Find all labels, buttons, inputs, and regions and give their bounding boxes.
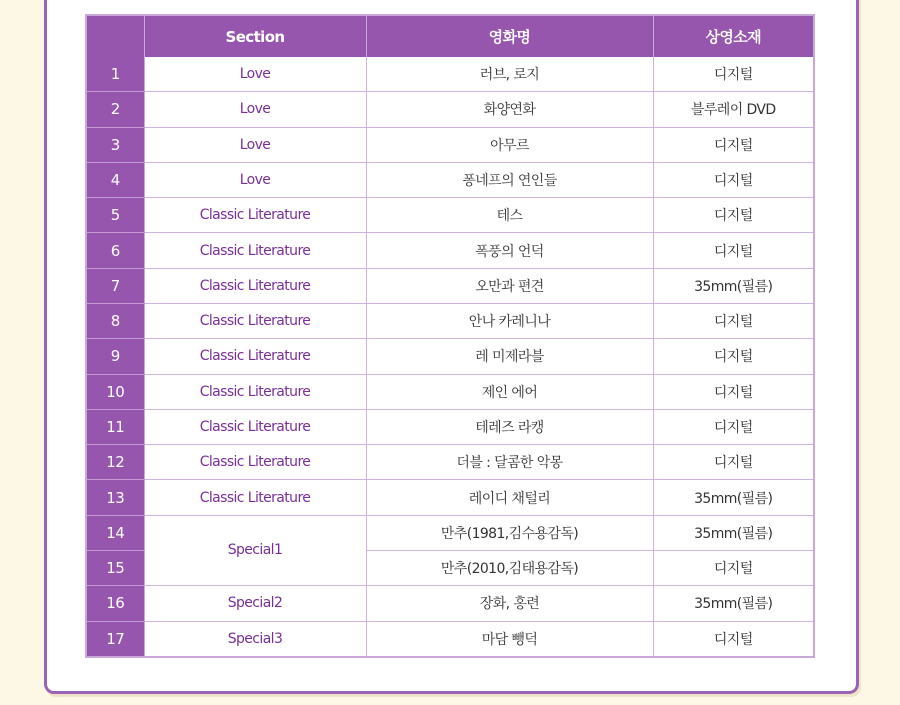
row-format: 디지털	[653, 374, 813, 409]
row-format: 디지털	[653, 233, 813, 268]
row-number: 17	[87, 621, 144, 656]
row-section: Classic Literature	[144, 303, 366, 338]
row-format: 디지털	[653, 303, 813, 338]
row-number: 13	[87, 480, 144, 515]
table-row	[87, 127, 813, 162]
row-title: 오만과 편견	[366, 268, 653, 303]
row-number: 5	[87, 198, 144, 233]
table-row	[87, 621, 813, 656]
row-section: Classic Literature	[144, 445, 366, 480]
row-number: 10	[87, 374, 144, 409]
row-format: 디지털	[653, 339, 813, 374]
row-title: 더블 : 달콤한 악몽	[366, 445, 653, 480]
row-section: Classic Literature	[144, 374, 366, 409]
row-format: 디지털	[713, 631, 753, 648]
row-title: 레 미제라블	[366, 339, 653, 374]
row-title: 제인 에어	[366, 374, 653, 409]
table-row	[87, 586, 813, 621]
row-number: 7	[87, 268, 144, 303]
row-number: 2	[87, 92, 144, 127]
row-title: 테레즈 라캥	[366, 409, 653, 444]
row-title: 아무르	[366, 127, 653, 162]
row-title: 폭풍의 언덕	[366, 233, 653, 268]
row-section: Love	[144, 92, 366, 127]
row-format: 디지털	[653, 198, 813, 233]
row-number: 3	[87, 127, 144, 162]
row-section: Classic Literature	[144, 233, 366, 268]
row-section: Classic Literature	[144, 198, 366, 233]
row-format: 블루레이 DVD	[653, 92, 813, 127]
row-number: 4	[87, 162, 144, 197]
row-section: Love	[144, 127, 366, 162]
table-row	[87, 445, 813, 480]
row-format: 디지털	[653, 409, 813, 444]
row-number: 8	[87, 303, 144, 338]
table-row	[87, 480, 813, 515]
table-row	[87, 162, 813, 197]
row-title: 안나 카레니나	[366, 303, 653, 338]
row-number: 16	[87, 586, 144, 621]
row-section: Love	[144, 57, 366, 92]
table-row	[87, 303, 813, 338]
table-row	[87, 374, 813, 409]
row-section: Classic Literature	[144, 409, 366, 444]
row-section: Special3	[144, 621, 366, 656]
screening-table	[85, 14, 815, 658]
table-row	[87, 515, 813, 550]
row-title: 퐁네프의 연인들	[366, 162, 653, 197]
row-section: Classic Literature	[144, 268, 366, 303]
header-number	[87, 16, 144, 57]
row-format: 디지털	[653, 57, 813, 92]
row-title: 러브, 로지	[366, 57, 653, 92]
row-format: 35mm(필름)	[653, 586, 813, 621]
row-number: 9	[87, 339, 144, 374]
row-title: 화양연화	[366, 92, 653, 127]
row-number: 12	[87, 445, 144, 480]
row-number: 15	[87, 550, 144, 585]
header-title: 영화명	[366, 16, 653, 57]
row-format: 35mm(필름)	[653, 268, 813, 303]
row-format: 디지털	[653, 127, 813, 162]
row-title: 만추(2010,김태용감독)	[366, 550, 653, 585]
header-section: Section	[144, 16, 366, 57]
table-header-row	[87, 16, 813, 57]
row-number: 6	[87, 233, 144, 268]
row-title: 테스	[366, 198, 653, 233]
row-section: Classic Literature	[144, 480, 366, 515]
row-format: 35mm(필름)	[653, 480, 813, 515]
table-row	[87, 92, 813, 127]
table-row	[87, 339, 813, 374]
table-row	[87, 198, 813, 233]
row-title: 만추(1981,김수용감독)	[366, 515, 653, 550]
row-number: 11	[87, 409, 144, 444]
row-section: Classic Literature	[144, 339, 366, 374]
row-format: 35mm(필름)	[653, 515, 813, 550]
row-number: 1	[87, 57, 144, 92]
row-title: 레이디 채털리	[366, 480, 653, 515]
row-number: 14	[87, 515, 144, 550]
row-section: Special2	[144, 586, 366, 621]
table-row	[87, 409, 813, 444]
table-row	[87, 233, 813, 268]
table-row	[87, 268, 813, 303]
row-section: Special1	[144, 515, 366, 586]
row-format: 디지털	[653, 445, 813, 480]
header-format: 상영소재	[653, 16, 813, 57]
row-title: 마담 뺑덕	[366, 621, 653, 656]
row-title: 장화, 홍련	[366, 586, 653, 621]
row-format: 디지털	[653, 162, 813, 197]
table-row	[87, 57, 813, 92]
row-format: 디지털	[653, 550, 813, 585]
row-section: Love	[144, 162, 366, 197]
